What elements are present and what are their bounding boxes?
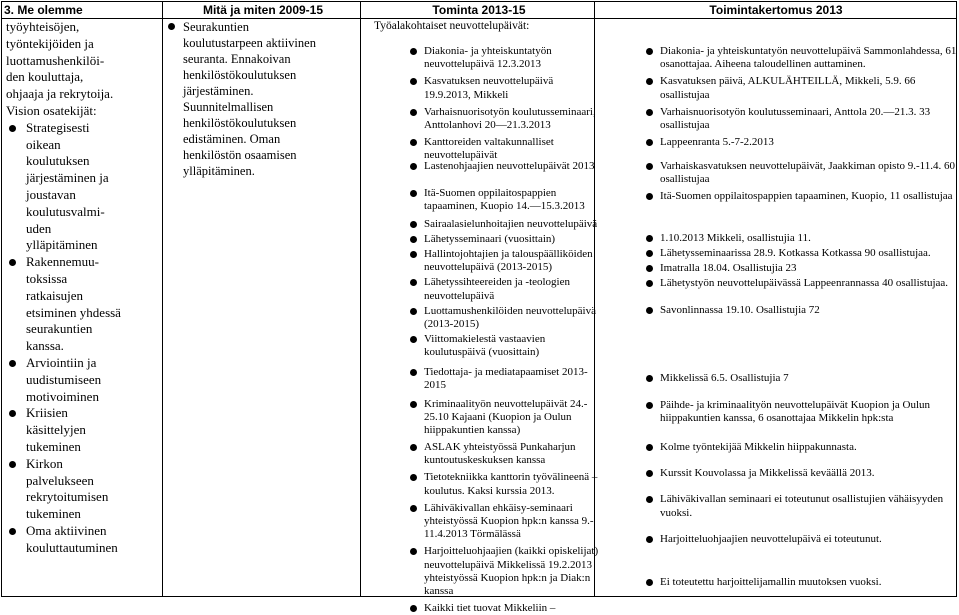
report-item-line: Lähetysseminaarissa 28.9. Kotkassa Kotkassa 90 osallistujaa. (660, 246, 931, 259)
bullet-icon (410, 78, 417, 85)
event-item-line: 19.9.2013, Mikkeli (424, 88, 509, 101)
bullet-icon (646, 109, 653, 116)
event-item (404, 471, 632, 497)
event-item-line: Lähetyssihteereiden ja -teologien (424, 276, 570, 289)
report-item-line: Kolme työntekijää Mikkelin hiippakunnasta. (660, 441, 857, 453)
event-item (404, 218, 632, 231)
bullet-icon (646, 193, 653, 200)
header-col2: Mitä ja miten 2009-15 (202, 3, 324, 17)
report-item (640, 247, 959, 260)
method-item-line: henkilöstön osaamisen (183, 148, 297, 162)
vision-item (6, 120, 164, 254)
bullet-icon (646, 265, 653, 272)
report-item-line: Varhaisnuorisotyön koulutusseminaari, Anttola 20.—21.3. 33 (660, 105, 931, 118)
vision-item-line: koulutuksen (26, 153, 90, 169)
vision-item-line: rekrytoitumisen (26, 489, 109, 505)
bullet-icon (9, 528, 16, 535)
report-item-line: Varhaiskasvatuksen neuvottelupäivät, Jaakkiman opisto 9.-11.4. 60 (660, 160, 956, 172)
event-item-line: kanssa (424, 585, 454, 598)
bullet-icon (9, 360, 16, 367)
report-item (640, 136, 959, 149)
event-item-line: Luottamushenkilöiden neuvottelupäivä (424, 304, 596, 317)
event-item-line: tapaaminen, Kuopio 14.—15.3.2013 (424, 200, 585, 213)
report-item (640, 467, 959, 480)
method-item (166, 19, 346, 179)
event-item-line: Sairaalasielunhoitajien neuvottelupäivä (424, 217, 598, 230)
event-item-line: koulutus. Kaksi kurssia 2013. (424, 484, 555, 497)
header-row (2, 2, 956, 19)
event-item-line: Tietotekniikka kanttorin työvälineenä – (424, 471, 598, 484)
vision-item-line: ylläpitäminen (26, 237, 98, 253)
col3-title: Työalakohtaiset neuvottelupäivät: (374, 20, 530, 32)
report-item (640, 441, 959, 454)
method-item-line: henkilöstökoulutuksen (183, 68, 297, 82)
report-item-line: Savonlinnassa 19.10. Osallistujia 72 (660, 304, 820, 317)
report-item (640, 372, 959, 385)
report-item-line: Kurssit Kouvolassa ja Mikkelissä keväällä 2013. (660, 467, 875, 480)
method-item-line: henkilöstökoulutuksen (183, 116, 297, 130)
method-item-line: järjestäminen. (183, 84, 254, 98)
bullet-icon (646, 402, 653, 409)
method-item-line: ylläpitäminen. (183, 164, 255, 178)
bullet-icon (646, 579, 653, 586)
event-item (404, 545, 632, 598)
bullet-icon (646, 470, 653, 477)
event-item-line: Viittomakielestä vastaavien (424, 333, 546, 346)
report-item (640, 45, 959, 71)
event-item-line: Kanttoreiden valtakunnalliset (424, 136, 554, 149)
bullet-icon (410, 190, 417, 197)
vision-item-line: käsittelyjen (26, 422, 86, 438)
event-item (404, 602, 632, 615)
method-item-line: koulutustarpeen aktiivinen (183, 36, 316, 50)
event-item-line: Kasvatuksen neuvottelupäivä (424, 75, 554, 88)
method-item-line: seuranta. Ennakoivan (183, 52, 291, 66)
vision-item-line: kanssa. (26, 338, 64, 354)
event-item-line: 2015 (424, 378, 446, 391)
event-item-line: yhteistyössä Kuopion hpk:n ja Diak:n (424, 571, 591, 584)
event-item (404, 45, 632, 71)
col4-group-a (600, 45, 959, 149)
report-item-line: hiippakuntien kanssa, 6 osanottajaa Mikkelin hpk:sta (660, 412, 894, 425)
event-item (404, 233, 632, 246)
event-item (404, 441, 632, 467)
report-item (640, 277, 959, 290)
col2-cell (166, 19, 346, 179)
event-item-line: Hallintojohtajien ja talouspäälliköiden (424, 248, 593, 261)
vision-item-line: Strategisesti (26, 119, 90, 135)
bullet-icon (410, 369, 417, 376)
col1-intro-line: ohjaaja ja rekrytoija. (6, 86, 114, 102)
event-item-line: koulutuspäivä (vuosittain) (424, 346, 540, 359)
event-item (404, 75, 632, 101)
vision-item (6, 254, 164, 355)
event-item-line: Kaikki tiet tuovat Mikkeliin – (424, 602, 556, 615)
header-col1: 3. Me olemme (4, 3, 83, 17)
header-col4: Toimintakertomus 2013 (709, 3, 843, 17)
report-item (640, 304, 959, 317)
report-item (640, 533, 959, 546)
event-item (404, 248, 632, 274)
col1-intro-line: luottamushenkilöi- (6, 52, 105, 68)
report-item (640, 75, 959, 101)
event-item-line: (2013-2015) (424, 318, 479, 331)
bullet-icon (410, 336, 417, 343)
bullet-icon (410, 279, 417, 286)
bullet-icon (410, 109, 417, 116)
report-item-line: Kasvatuksen päivä, ALKULÄHTEILLÄ, Mikkeli, 5.9. 66 (660, 75, 916, 88)
vision-item-line: uden (26, 220, 52, 236)
event-item-line: neuvottelupäivä (424, 289, 495, 302)
bullet-icon (646, 307, 653, 314)
report-item-line: Lähiväkivallan seminaari ei toteutunut osallistujien vähäisyyden (660, 493, 944, 506)
bullet-icon (646, 139, 653, 146)
report-item (640, 190, 959, 203)
bullet-icon (646, 536, 653, 543)
col4-group-c (600, 441, 959, 589)
bullet-icon (646, 48, 653, 55)
event-item (404, 276, 632, 302)
event-item-line: Harjoitteluohjaajien (kaikki opiskelijat) (424, 545, 599, 558)
bullet-icon (410, 474, 417, 481)
col4-group-b (600, 160, 959, 425)
col1-intro-line: den kouluttaja, (6, 69, 84, 85)
vision-item-line: koulutusvalmi- (26, 203, 105, 219)
event-item (404, 398, 632, 438)
event-item-line: kuntoutuskeskuksen kanssa (424, 454, 546, 467)
report-item (640, 576, 959, 589)
vision-item-line: joustavan (26, 186, 76, 202)
event-item (404, 502, 632, 542)
col1-intro-line: Vision osatekijät: (6, 102, 97, 118)
report-item-line: vuoksi. (660, 506, 693, 519)
event-item-line: ASLAK yhteistyössä Punkaharjun (424, 441, 576, 453)
vision-item-line: tukeminen (26, 438, 81, 454)
bullet-icon (410, 505, 417, 512)
report-item-line: Harjoitteluohjaajien neuvottelupäivä ei toteutunut. (660, 532, 882, 545)
report-item (640, 106, 959, 132)
report-item (640, 232, 959, 245)
bullet-icon (410, 236, 417, 243)
event-item-line: Lastenohjaajien neuvottelupäivät 2013 (424, 160, 595, 172)
bullet-icon (646, 375, 653, 382)
bullet-icon (168, 23, 175, 30)
vision-item-line: järjestäminen ja (26, 170, 109, 186)
col1-intro-line: työyhteisöjen, (6, 19, 80, 34)
vision-item-line: kouluttautuminen (26, 539, 118, 555)
col1-intro (6, 19, 164, 120)
method-item-line: Seurakuntien (183, 20, 249, 34)
report-item-line: osanottajaa. Aiheena taloudellinen auttaminen. (660, 58, 866, 71)
bullet-icon (410, 163, 417, 170)
bullet-icon (9, 125, 16, 132)
method-item-line: Suunnitelmallisen (183, 100, 274, 114)
bullet-icon (9, 461, 16, 468)
vision-item-line: seurakuntien (26, 321, 93, 337)
bullet-icon (410, 221, 417, 228)
vision-item-line: toksissa (26, 270, 68, 286)
divider (360, 2, 361, 596)
event-item (404, 366, 632, 392)
report-item-line: Mikkelissä 6.5. Osallistujia 7 (660, 371, 789, 384)
bullet-icon (410, 605, 417, 612)
event-item-line: neuvottelupäivät (424, 149, 498, 162)
col1-cell (6, 19, 164, 557)
vision-item (6, 355, 164, 405)
event-item (404, 136, 632, 162)
event-item-line: 25.10 Kajaani (Kuopion ja Oulun (424, 411, 572, 424)
header-col3: Tominta 2013-15 (432, 3, 526, 17)
report-item-line: Lähetystyön neuvottelupäivässä Lappeenrannassa 40 osallistujaa. (660, 277, 949, 290)
col1-list (6, 120, 164, 557)
report-item-line: 1.10.2013 Mikkeli, osallistujia 11. (660, 231, 811, 244)
report-item-line: Diakonia- ja yhteiskuntatyön neuvottelupäivä Sammonlahdessa, 61 (660, 45, 957, 57)
report-item (640, 493, 959, 519)
event-item-line: yhteistyössä Kuopion hpk:n kanssa 9.- (424, 515, 594, 528)
vision-item-line: motivoiminen (26, 388, 99, 404)
bullet-icon (646, 444, 653, 451)
col3-group-b (364, 160, 632, 438)
vision-item-line: Rakennemuu- (26, 254, 99, 270)
vision-item-line: etsiminen yhdessä (26, 304, 121, 320)
col2-list (166, 19, 346, 179)
event-item-line: Kriminaalityön neuvottelupäivät 24.- (424, 398, 588, 411)
event-item-line: Tiedottaja- ja mediatapaamiset 2013- (424, 365, 588, 378)
bullet-icon (410, 444, 417, 451)
event-item (404, 333, 632, 359)
event-item-line: 11.4.2013 Törmälässä (424, 528, 521, 541)
report-item (640, 262, 959, 275)
method-item-line: edistäminen. Oman (183, 132, 281, 146)
report-item (640, 399, 959, 425)
vision-item-line: Arviointiin ja (26, 354, 97, 370)
vision-item-line: Kirkon (26, 455, 63, 471)
event-item-line: Diakonia- ja yhteiskuntatyön (424, 45, 552, 57)
vision-item-line: ratkaisujen (26, 287, 84, 303)
report-item-line: osallistujaa (660, 119, 710, 132)
event-item (404, 106, 632, 132)
bullet-icon (410, 548, 417, 555)
event-item-line: neuvottelupäivä (2013-2015) (424, 261, 552, 274)
bullet-icon (410, 139, 417, 146)
report-item-line: Itä-Suomen oppilaitospappien tapaaminen, Kuopio, 11 osallistujaa (660, 190, 953, 203)
vision-item-line: palvelukseen (26, 472, 94, 488)
report-item-line: osallistujaa (660, 88, 710, 101)
event-item-line: Lähetysseminaari (vuosittain) (424, 232, 556, 245)
bullet-icon (410, 48, 417, 55)
bullet-icon (9, 410, 16, 417)
col1-intro-line: työntekijöiden ja (6, 35, 94, 51)
event-item-line: neuvottelupäivä Mikkelissä 19.2.2013 (424, 558, 593, 571)
vision-item-line: oikean (26, 136, 61, 152)
event-item (404, 160, 632, 173)
event-item-line: neuvottelupäivä 12.3.2013 (424, 58, 542, 71)
report-item-line: Imatralla 18.04. Osallistujia 23 (660, 262, 797, 275)
bullet-icon (646, 496, 653, 503)
col3-group-a (364, 45, 632, 163)
bullet-icon (646, 163, 653, 170)
event-item-line: hiippakuntien kanssa) (424, 424, 521, 437)
report-item-line: Lappeenranta 5.-7-2.2013 (660, 136, 774, 149)
report-item-line: Päihde- ja kriminaalityön neuvottelupäivät Kuopion ja Oulun (660, 398, 931, 411)
vision-item-line: Oma aktiivinen (26, 522, 107, 538)
bullet-icon (410, 251, 417, 258)
event-item-line: Lähiväkivallan ehkäisy-seminaari (424, 501, 573, 514)
bullet-icon (9, 259, 16, 266)
bullet-icon (646, 280, 653, 287)
bullet-icon (646, 250, 653, 257)
event-item-line: Anttolanhovi 20—21.3.2013 (424, 119, 551, 132)
bullet-icon (646, 78, 653, 85)
bullet-icon (410, 308, 417, 315)
report-table (1, 1, 957, 615)
col3-group-c (364, 441, 632, 615)
vision-item (6, 523, 164, 557)
vision-item-line: uudistumiseen (26, 371, 102, 387)
vision-item-line: Kriisien (26, 405, 68, 421)
vision-item (6, 405, 164, 455)
vision-item-line: tukeminen (26, 506, 81, 522)
bullet-icon (410, 401, 417, 408)
bullet-icon (646, 235, 653, 242)
event-item (404, 305, 632, 331)
event-item-line: Varhaisnuorisotyön koulutusseminaari, (424, 105, 596, 118)
event-item (404, 187, 632, 213)
report-item-line: osallistujaa (660, 173, 710, 186)
event-item-line: Itä-Suomen oppilaitospappien (424, 187, 557, 200)
vision-item (6, 456, 164, 523)
report-item-line: Ei toteutettu harjoittelijamallin muutoksen vuoksi. (660, 576, 882, 589)
report-item (640, 160, 959, 186)
